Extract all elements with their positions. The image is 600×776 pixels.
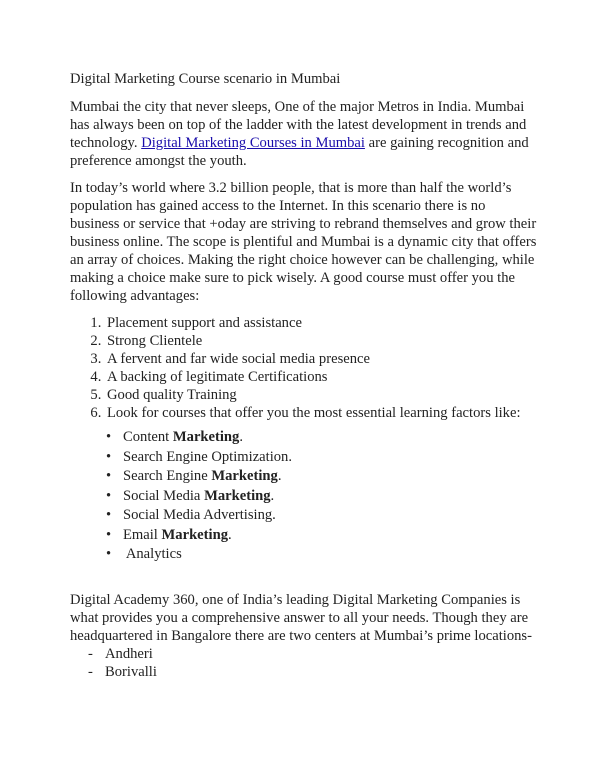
intro-paragraph [70,98,538,170]
dash-icon: - [88,646,93,662]
list-item: 2. Strong Clientele [105,332,538,350]
learning-factors-list [70,428,538,563]
item-text: Social Media [123,487,205,504]
location-name: Borivalli [105,664,157,680]
item-text: Content [123,429,173,445]
list-item [106,428,538,446]
document-body [70,70,538,681]
bullet-icon: • [106,526,112,543]
list-item [106,545,538,563]
bullet-icon: • [106,507,112,523]
locations-list [70,645,538,681]
list-item [106,506,538,524]
bullet-icon: • [106,468,112,484]
item-text: Search Engine [123,468,212,484]
intro-text-before: Mumbai the city that never sleeps, One of the major Metros in India. Mumbai has always been on top of the ladder with the latest development in trends and technology. [70,99,527,151]
list-item: 4. A backing of legitimate Certifications [105,368,538,386]
item-bold: Marketing [172,429,240,445]
item-text: Analytics [123,546,182,562]
item-suffix: . [228,526,232,543]
item-suffix: . [277,468,282,484]
advantages-list [70,314,538,422]
item-suffix: . [239,429,244,445]
list-item [88,645,538,663]
bullet-icon: • [106,448,112,465]
bullet-icon: • [106,487,112,504]
list-item [106,448,538,466]
academy-paragraph: Digital Academy 360, one of India’s leading Digital Marketing Companies is what provides you a comprehensive answer to all your needs. Though they are headquartered in Bangalore there are two centers at Mumbai’s prime locations- [70,592,532,644]
item-bold: Marketing [211,468,278,484]
list-item [106,487,538,505]
item-bold: Marketing [161,526,228,543]
list-item: 6. Look for courses that offer you the most essential learning factors like: [105,404,538,422]
list-item: 5. Good quality Training [105,386,538,404]
bullet-icon: • [106,546,112,562]
page-title: Digital Marketing Course scenario in Mumbai [70,71,341,87]
list-item [106,467,538,485]
list-item [106,526,538,544]
item-bold: Marketing [204,487,271,504]
intro-text-after: are gaining recognition and preference amongst the youth. [70,135,529,169]
courses-link[interactable]: Digital Marketing Courses in Mumbai [141,135,365,151]
item-text: Social Media Advertising. [123,507,276,523]
item-text: Email [123,526,162,543]
list-item: 1. Placement support and assistance [105,314,538,332]
list-item [88,663,538,681]
item-suffix: . [270,487,275,504]
bullet-icon: • [106,429,112,445]
dash-icon: - [88,664,93,680]
list-item: 3. A fervent and far wide social media presence [105,350,538,368]
item-text: Search Engine Optimization. [123,448,292,465]
context-paragraph: In today’s world where 3.2 billion people, that is more than half the world’s population has gained access to the Internet. In this scenario there is no business or service that +oday are striving to rebrand themselves and grow their business online. The scope is plentiful and Mumbai is a dynamic city that offers an array of choices. Making the right choice however can be challenging, while making a choice make sure to pick wisely. A good course must offer you the following advantages: [70,180,537,304]
location-name: Andheri [105,646,153,662]
